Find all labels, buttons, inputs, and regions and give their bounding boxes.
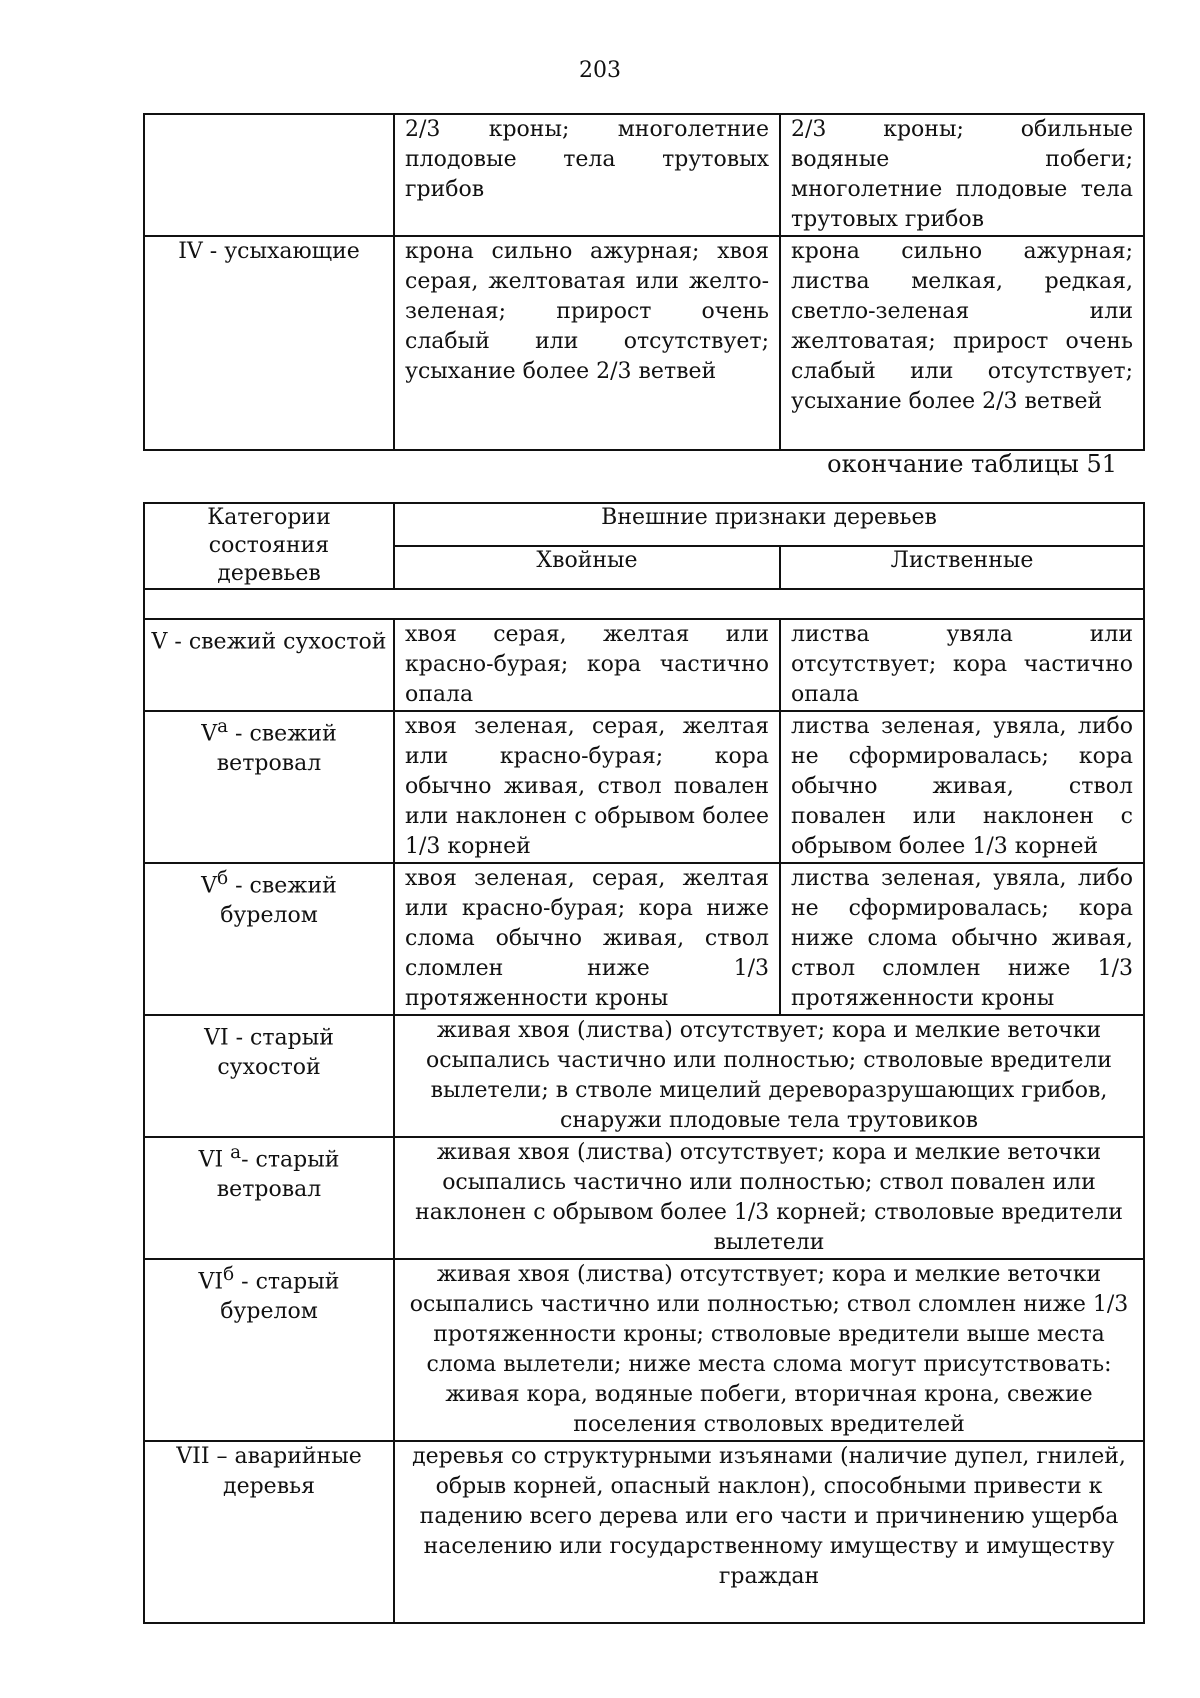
category-numeral: VI [198,1269,224,1295]
category-cell [144,863,394,1015]
table-header-row [144,503,1144,546]
category-label: - свежий ветровал [216,721,337,777]
description-cell: живая хвоя (листва) отсутствует; кора и мелкие веточки осыпались частично или полностью; ствол сломлен ниже 1/3 протяженности кроны; стволовые вредители выше места слома вылетели; ниже места слома могут присутствовать: живая кора, водяные побеги, вторичная крона, свежие поселения стволовых вредителей [394,1259,1144,1441]
table-spacer-row [144,589,1144,619]
deciduous-cell: листва зеленая, увяла, либо не сформировалась; кора обычно живая, ствол повален или наклонен с обрывом более 1/3 корней [780,711,1144,863]
category-cell [144,1137,394,1259]
deciduous-cell: крона сильно ажурная; листва мелкая, редкая, светло-зеленая или желтоватая; прирост очень слабый или отсутствует; усыхание более 2/3 ветвей [780,236,1144,450]
conifer-cell: 2/3 кроны; многолетние плодовые тела трутовых грибов [394,114,780,236]
conifer-cell: крона сильно ажурная; хвоя серая, желтоватая или желто-зеленая; прирост очень слабый или отсутствует; усыхание более 2/3 ветвей [394,236,780,450]
table-row [144,114,1144,236]
category-label: - свежий бурелом [220,873,337,929]
header-deciduous: Лиственные [780,546,1144,589]
category-numeral: VI [204,1025,229,1051]
description-cell: живая хвоя (листва) отсутствует; кора и мелкие веточки осыпались частично или полностью; ствол повален или наклонен с обрывом более 1/3 корней; стволовые вредители вылетели [394,1137,1144,1259]
deciduous-cell: листва зеленая, увяла, либо не сформировалась; кора ниже слома обычно живая, ствол сломлен ниже 1/3 протяженности кроны [780,863,1144,1015]
header-features: Внешние признаки деревьев [394,503,1144,546]
conifer-cell: хвоя зеленая, серая, желтая или красно-бурая; кора обычно живая, ствол повален или наклонен с обрывом более 1/3 корней [394,711,780,863]
table-row [144,236,1144,450]
category-numeral: V [201,873,218,899]
spacer-cell [144,589,1144,619]
category-cell [144,1259,394,1441]
category-cell [144,114,394,236]
category-superscript: а [230,1142,242,1163]
page-number: 203 [579,58,621,83]
table-row [144,619,1144,711]
description-cell: живая хвоя (листва) отсутствует; кора и мелкие веточки осыпались частично или полностью; стволовые вредители вылетели; в стволе мицелий дереворазрушающих грибов, снаружи плодовые тела трутовиков [394,1015,1144,1137]
category-superscript: б [223,1264,235,1285]
table-row [144,1259,1144,1441]
conifer-cell: хвоя серая, желтая или красно-бурая; кора частично опала [394,619,780,711]
table-main [143,502,1145,1624]
table-continued-part [143,113,1145,451]
conifer-cell: хвоя зеленая, серая, желтая или красно-бурая; кора ниже слома обычно живая, ствол сломлен ниже 1/3 протяженности кроны [394,863,780,1015]
table-row [144,711,1144,863]
category-label: - старый сухостой [217,1025,334,1081]
category-cell [144,711,394,863]
header-category: Категории состояния деревьев [144,503,394,589]
category-numeral: V [151,629,168,655]
table-continuation-label: окончание таблицы 51 [827,450,1117,478]
deciduous-cell: 2/3 кроны; обильные водяные побеги; многолетние плодовые тела трутовых грибов [780,114,1144,236]
category-label: - свежий сухостой [167,629,387,655]
table-row [144,863,1144,1015]
table-row [144,1441,1144,1623]
category-cell: IV - усыхающие [144,236,394,450]
header-conifer: Хвойные [394,546,780,589]
category-cell [144,1015,394,1137]
category-superscript: б [217,868,229,889]
category-cell [144,1441,394,1623]
description-cell: деревья со структурными изъянами (наличие дупел, гнилей, обрыв корней, опасный наклон), способными привести к падению всего дерева или его части и причинению ущерба населению или государственному имуществу и имуществу граждан [394,1441,1144,1623]
category-label: VII – аварийные деревья [176,1444,362,1499]
category-label: - старый бурелом [220,1269,340,1325]
category-superscript: а [217,716,229,737]
deciduous-cell: листва увяла или отсутствует; кора частично опала [780,619,1144,711]
table-row [144,1015,1144,1137]
category-label: - старый ветровал [216,1147,340,1203]
table-row [144,1137,1144,1259]
category-numeral: VI [198,1147,231,1173]
category-cell [144,619,394,711]
category-numeral: V [201,721,218,747]
